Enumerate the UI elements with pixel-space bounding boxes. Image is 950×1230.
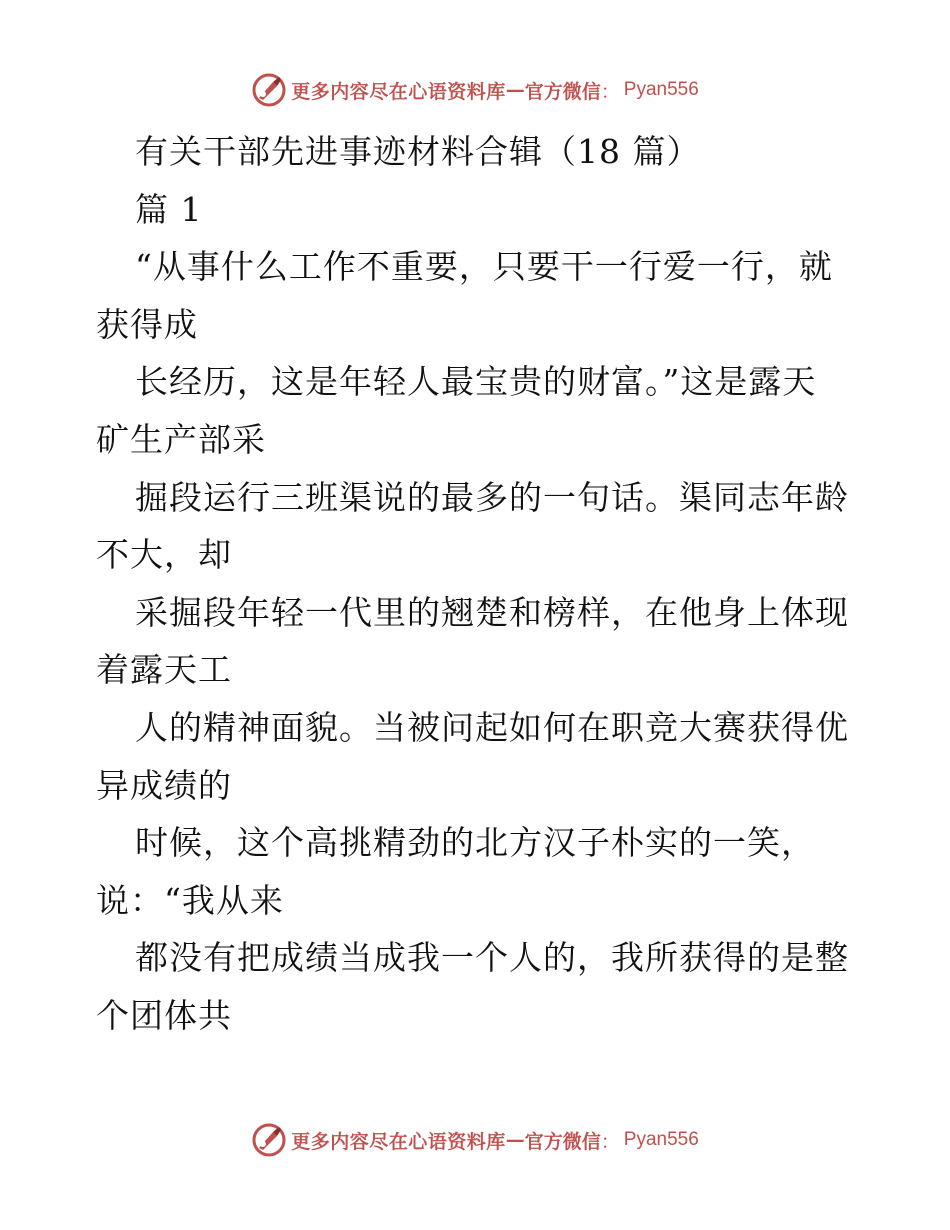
banner-wechat-id: Pyan556 — [623, 79, 699, 100]
header-banner — [0, 70, 950, 110]
text-line: 获得成 — [96, 304, 198, 344]
text-line: 矿生产部采 — [96, 419, 266, 459]
text-line: 人的精神面貌。当被问起如何在职竞大赛获得优 — [135, 707, 849, 747]
banner-main-text: 更多内容尽在心语资料库 — [291, 80, 506, 103]
text-line: 采掘段年轻一代里的翘楚和榜样，在他身上体现 — [135, 592, 849, 632]
text-line: 异成绩的 — [96, 765, 232, 805]
text-line: 个团体共 — [96, 995, 232, 1035]
document-title: 有关干部先进事迹材料合辑（18 篇） — [135, 132, 701, 171]
banner-colon: ： — [600, 80, 620, 103]
text-line: 掘段运行三班渠说的最多的一句话。渠同志年龄 — [135, 477, 849, 517]
text-line: 长经历，这是年轻人最宝贵的财富。”这是露天 — [135, 362, 817, 402]
banner-separator: — — [505, 79, 525, 101]
banner-separator: — — [505, 1129, 525, 1151]
quill-logo-icon — [251, 1122, 287, 1158]
text-line: 都没有把成绩当成我一个人的，我所获得的是整 — [135, 938, 849, 978]
text-line: 时候，这个高挑精劲的北方汉子朴实的一笑， — [135, 823, 815, 863]
banner-wechat-label: 官方微信 — [524, 80, 601, 103]
footer-banner — [0, 1120, 950, 1160]
text-line: 着露天工 — [96, 650, 232, 690]
banner-colon: ： — [600, 1130, 620, 1153]
document-body — [96, 123, 856, 1045]
section-heading: 篇 1 — [135, 189, 203, 229]
banner-main-text: 更多内容尽在心语资料库 — [291, 1130, 506, 1153]
text-line: “从事什么工作不重要，只要干一行爱一行，就 — [135, 247, 833, 287]
banner-wechat-label: 官方微信 — [524, 1130, 601, 1153]
banner-wechat-id: Pyan556 — [623, 1129, 699, 1150]
text-line: 说：“我从来 — [96, 880, 284, 920]
text-line: 不大，却 — [96, 535, 232, 575]
quill-logo-icon — [251, 72, 287, 108]
